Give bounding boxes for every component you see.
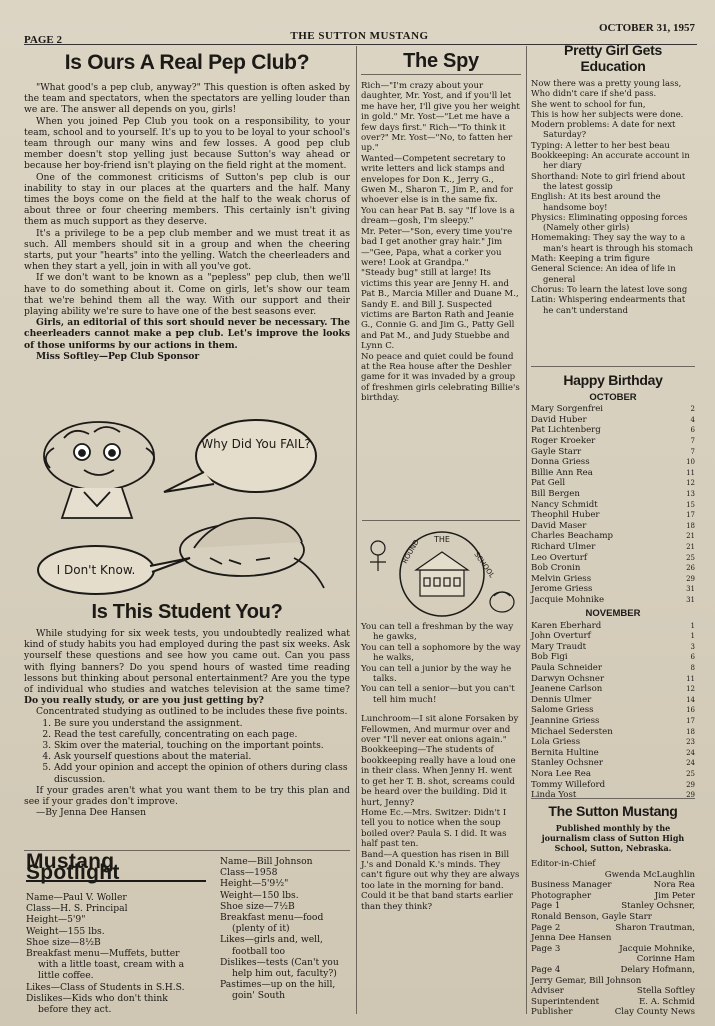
birthday-row-value: 29 [686,791,695,800]
staff-row-name: Business Manager [531,880,612,891]
spy-column [361,48,521,404]
spotlight-line: Breakfast menu—Muffets, butter with a little toast, cream with a little coffee. [26,948,185,982]
pretty-girl-line: Latin: Whispering endearments that he can't understand [531,294,686,315]
birthday-row [531,748,695,759]
pep-club-paragraph: If we don't want to be known as a "pepless" pep club, then we'll have to do something about it. Come on girls, let's show our team that we're behind them all the way. With our support and their playing ability we're sure to have one of the best seasons ever. [24,272,350,318]
birthday-row [531,510,695,521]
pep-club-paragraph: When you joined Pep Club you took on a responsibility, to your team, school and to yourself. It's up to you to be loyal to your school's team through our many wins and few losses. A good pep club member doesn't stop yelling just because Sutton's way ahead or because her boy-friend isn't playing on the field right at the moment. [24,115,350,172]
staff-row-name: Jenna Dee Hansen [531,933,612,944]
tell-line: You can tell a senior—but you can't tell him much! [361,684,515,705]
birthday-row-name: Salome Griess [531,705,594,716]
spotlight-line: Pastimes—up on the hill, goin' South [220,979,336,1002]
birthday-row-name: Billie Ann Rea [531,467,593,478]
answer-bubble [38,546,190,594]
staff-row [531,944,695,955]
masthead [24,22,695,46]
pretty-girl-line: Math: Keeping a trim figure [531,253,650,264]
pep-club-paragraph: One of the commonest criticisms of Sutton's pep club is our inability to stay in our places at the quarters and the half. Many times the boys come on the field at the half to the weak chorus of about three or four cheering members. This certainly isn't giving them as much support as they deserve. [24,171,350,228]
pretty-girl-line: Bookkeeping: An accurate account in her diary [531,150,690,171]
spotlight-section [24,850,350,1016]
spotlight-line: Shoe size—8½B [26,936,101,948]
birthday-row [531,758,695,769]
staff-row-name: Page 4 [531,964,561,975]
pretty-girl-line: English: At its best around the handsome boy! [531,191,661,212]
birthday-row-value: 8 [690,664,695,673]
birthday-row-value: 21 [686,532,695,541]
spotlight-line: Weight—150 lbs. [220,889,299,901]
round-school-illustration [362,524,522,620]
birthday-row [531,425,695,436]
student-intro [24,628,350,706]
birthday-row-value: 17 [686,717,695,726]
spy-item: Rich—"I'm crazy about your daughter, Mr. Yost, and if you'll let me have her, I'll give you her weight in gold." Mr. Yost—"Let me have a few days first." Rich—"To think it over?" Mr. Yost—"No, to fatten her up." [361,81,520,154]
birthday-row-value: 14 [686,695,695,704]
birthday-row [531,716,695,727]
editorial-note: Girls, an editorial of this sort should never be necessary. The cheerleaders cannot make a pep club. Let's improve the looks of those uniforms by our actions in them. [24,317,350,351]
birthday-row [531,780,695,791]
birthday-row-name: Richard Ulmer [531,541,596,552]
question-bubble-text [201,437,311,451]
staff-row [531,901,695,912]
spotlight-line: Likes—Class of Students in S.H.S. [26,981,185,993]
student-byline: —By Jenna Dee Hansen [36,807,147,819]
spy-column-lower [361,622,521,912]
staff-row-name: Superintendent [531,996,600,1007]
spy-item: Wanted—Competent secretary to write letters and lick stamps and envelopes for Don K., Jerry G., Gwen M., Sharon T., Jim P., and for whoever else is in the same fix. [361,153,513,206]
birthday-row [531,595,695,606]
spotlight-line: Dislikes—tests (Can't you help him out, faculty?) [220,956,339,980]
birthday-row-name: Leo Overturf [531,552,588,563]
staff-list [531,859,695,1018]
birthday-row [531,674,695,685]
birthday-row-value: 11 [686,674,695,683]
birthday-row-name: Bill Bergen [531,488,580,499]
study-tip: 2. Read the test carefully, concentrating on each page. [54,729,350,740]
birthday-row-value: 1 [690,632,695,641]
pep-club-signature: Miss Softley—Pep Club Sponsor [36,350,200,362]
staff-row-value: Sharon Trautman, [615,922,695,933]
birthday-row [531,769,695,780]
birthday-row-name: Lola Griess [531,737,581,748]
staff-row-name: Jerry Gemar, Bill Johnson [531,975,642,986]
question-bubble [164,420,316,492]
birthday-row-value: 7 [690,436,695,445]
spotlight-line: Breakfast menu—food (plenty of it) [220,912,324,935]
birthday-row-name: Karen Eberhard [531,620,602,631]
november-birthdays [531,621,695,801]
concentrated-text: Concentrated studying as outlined to be includes these five points. [36,706,348,718]
study-tip: 3. Skim over the material, touching on the important points. [54,740,350,751]
birthday-row-value: 10 [686,458,695,467]
staff-row [531,912,695,923]
spotlight-line: Likes—girls and, well, football too [220,934,323,957]
birthday-row [531,553,695,564]
birthday-row-value: 23 [686,738,695,747]
pretty-girl-headline: Pretty Girl Gets Education [564,42,662,74]
birthday-row-name: Pat Lichtenberg [531,425,601,436]
spotlight-line: Weight—155 lbs. [26,925,105,937]
staff-row-value: Jacquie Mohnike, [619,943,695,954]
birthday-row-value: 6 [690,653,695,662]
birthday-row [531,790,695,801]
staff-row [531,891,695,902]
staff-row-name: Page 1 [531,901,561,912]
spotlight-title: Mustang Spotlight [26,856,206,882]
staff-row-value: Stanley Ochsner, [621,901,695,912]
birthday-row-name: Linda Yost [531,790,577,801]
pretty-girl-line: Typing: A letter to her best beau [531,139,670,150]
birthday-row [531,621,695,632]
birthday-row [531,584,695,595]
pretty-girl-line: Modern problems: A date for next Saturday? [531,119,676,140]
birthday-row-name: Dennis Ulmer [531,694,592,705]
spotlight-left [26,892,188,1015]
birthday-row [531,478,695,489]
birthday-row [531,705,695,716]
november-label: NOVEMBER [585,608,641,620]
school-building [416,552,468,596]
spotlight-line: Class—H. S. Principal [26,903,128,915]
birthday-row-name: Charles Beachamp [531,531,613,542]
spotlight-line: Height—5'9" [26,914,86,926]
teacher-figure [44,422,154,518]
birthday-row-value: 7 [690,447,695,456]
birthday-row-name: Nancy Schmidt [531,499,598,510]
birthday-row-value: 18 [686,521,695,530]
birthday-row-value: 29 [686,574,695,583]
birthday-row [531,642,695,653]
spotlight-line: Class—1958 [220,867,278,879]
staff-row [531,880,695,891]
staff-row [531,859,695,870]
staff-row-name: Adviser [531,986,564,997]
birthday-row-value: 18 [686,727,695,736]
study-tip: 4. Ask yourself questions about the material. [54,751,350,762]
study-tips-list [24,718,350,785]
spotlight-right [220,856,350,1002]
pep-club-paragraph: "What good's a pep club, anyway?" This question is often asked by the team and spectators, when the spectators are yelling louder than we are. The answer all depends on you, girls! [24,82,350,116]
birthday-row-name: Theophil Huber [531,510,600,521]
tell-line: You can tell a freshman by the way he gawks, [361,622,514,643]
pep-club-headline: Is Ours A Real Pep Club? [64,51,310,74]
birthday-row-value: 15 [686,500,695,509]
birthday-row [531,404,695,415]
pretty-girl-article [531,42,695,315]
birthday-row-name: Nora Lee Rea [531,769,591,779]
birthday-row [531,447,695,458]
birthday-row-name: Roger Kroeker [531,435,596,446]
october-birthdays [531,404,695,605]
spy-item: No peace and quiet could be found at the Rea house after the Deshler game for it was invaded by a group of freshmen girls celebrating Billie's birthday. [361,351,520,404]
birthday-row-name: Mary Traudt [531,641,587,652]
tell-line: You can tell a junior by the way he talks. [361,663,512,685]
birthday-row [531,531,695,542]
birthday-row-value: 29 [686,780,695,789]
birthday-row-name: Gayle Starr [531,446,582,457]
birthday-row-value: 16 [686,706,695,715]
staff-row-value: Stella Softley [636,986,695,997]
staff-row [531,933,695,944]
spotlight-line: Shoe size—7½B [220,900,295,912]
staff-row [531,870,695,881]
birthday-row-name: Paula Schneider [531,663,602,674]
birthday-row [531,652,695,663]
staff-row-value: Nora Rea [653,880,695,891]
birthday-row-value: 13 [686,489,695,498]
page-number: PAGE 2 [24,34,62,46]
birthday-row-value: 1 [690,621,695,630]
birthday-row-value: 31 [686,585,695,594]
pep-club-paragraph: It's a privilege to be a pep club member and we must treat it as such. All members should sit in a group and when the cheering starts, put your "hearts" into the yelling. Watch the cheerleaders and when they start a yell, join in with all you've got. [24,227,350,273]
staff-row [531,954,695,965]
pretty-girl-line: Chorus: To learn the latest love song [531,283,688,294]
birthday-row-name: Jacquie Mohnike [531,594,605,605]
birthday-section [531,370,695,801]
pep-club-article [24,50,350,362]
staff-row-name: Publisher [531,1007,573,1018]
bookkeeping-item: Bookkeeping—The students of bookkeeping really have a loud one in their class. When Jenny H. went to get her T. B. shot, screams could be heard over the building. Did it hurt, Jenny? [361,745,516,808]
birthday-row-value: 4 [690,415,695,424]
birthday-row-value: 3 [690,642,695,651]
student-doodle-right [490,592,514,612]
column-rule-1 [356,46,357,1014]
staff-row [531,997,695,1008]
question-bubble-text: Why Did You FAIL? [201,437,311,451]
staff-row-name: Editor-in-Chief [531,859,596,869]
spy-item: You can hear Pat B. say "If love is a dream—gosh, I'm sleepy." [361,205,515,227]
birthday-row-name: John Overturf [531,631,591,642]
birthday-row-name: Jerome Griess [531,584,593,595]
october-label: OCTOBER [589,392,637,403]
student-article [24,600,350,818]
birthday-row-value: 6 [690,426,695,435]
birthday-row [531,684,695,695]
birthday-row-name: Michael Sedersten [531,726,613,737]
birthday-row [531,574,695,585]
staff-row [531,923,695,934]
birthday-row-value: 21 [686,542,695,551]
birthday-row-value: 24 [686,759,695,768]
birthday-row [531,415,695,426]
column-rule-2 [526,46,527,1014]
birthday-row-name: Bob Cronin [531,563,581,574]
birthday-row [531,563,695,574]
birthday-row [531,631,695,642]
staff-row [531,986,695,997]
birthday-row-value: 25 [686,553,695,562]
birthday-row [531,457,695,468]
birthday-row [531,663,695,674]
student-headline: Is This Student You? [91,601,283,623]
issue-date: OCTOBER 31, 1957 [598,22,695,34]
home-ec-item: Home Ec.—Mrs. Switzer: Didn't I tell you to notice when the soup boiled over? Paula S. I did. It was half past ten. [361,807,507,850]
spy-rule [362,520,520,521]
birthday-row [531,521,695,532]
birthday-row-value: 24 [686,748,695,757]
pretty-girl-line: Homemaking: They say the way to a man's heart is through his stomach [531,232,693,253]
birthday-row-name: Tommy Willeford [531,779,606,790]
birthday-row-name: Bob Figi [531,652,568,663]
birthday-row [531,695,695,706]
birthday-row-name: Mary Sorgenfrei [531,404,604,415]
birthday-row-value: 25 [686,770,695,778]
student-intro-text: While studying for six week tests, you undoubtedly realized what kind of study habits you had employed during the past six weeks. Ask yourself these questions and see how you came out. Can you pass with flying banners? Do you spend hours of wasted time reading lessons but thinking about personal entertainment? Are you the type of individual who studies and watches television at the same time? [24,628,350,696]
staff-row-name: Page 2 [531,922,561,933]
birthday-row-value: 17 [686,511,695,520]
school-sign-left: ROUND [400,538,421,565]
student-figure [180,518,324,588]
band-item: Band—A question has risen in Bill J.'s and Donald K.'s minds. They can't figure out why they are always too late in the morning for band. Could it be that band starts earlier than they think? [361,849,520,912]
birthday-row [531,727,695,738]
birthday-row [531,436,695,447]
student-closing: If your grades aren't what you want them to be try this plan and see if your grades don't improve. [24,784,350,808]
staff-row-name: Page 3 [531,943,561,954]
spy-headline: The Spy [361,48,521,75]
birthday-row [531,500,695,511]
birthday-row [531,468,695,479]
birthday-row-value: 2 [690,405,695,414]
tell-line: You can tell a sophomore by the way he walks, [361,642,521,664]
birthday-row-value: 31 [686,595,695,604]
staff-box [531,802,695,1018]
birthday-row-name: Donna Griess [531,457,590,468]
birthday-row [531,737,695,748]
birthday-row-name: David Huber [531,414,587,425]
school-sign-right: SCHOOL [472,550,496,580]
pretty-girl-line: This is how her subjects were done. [531,108,684,119]
staff-row-value: Corinne Ham [636,954,695,965]
spotlight-line: Name—Bill Johnson [220,856,313,867]
study-tip: 5. Add your opinion and accept the opinion of others during class discussion. [54,762,350,784]
staff-blurb: Published monthly by the journalism class of Sutton High School, Sutton, Nebraska. [541,823,685,853]
staff-row-value: E. A. Schmid [638,996,695,1007]
staff-headline: The Sutton Mustang [548,803,678,819]
birthday-row-name: Stanley Ochsner [531,758,603,769]
birthday-row-name: Jeannine Griess [531,716,600,727]
answer-bubble-text: I Don't Know. [56,563,136,577]
staff-row-value: Gwenda McLaughlin [604,869,695,880]
staff-row-name: Photographer [531,890,592,901]
spy-item: Mr. Peter—"Son, every time you're bad I get another gray hair." Jim—"Gee, Papa, what a corker you were! Look at Grandpa." [361,226,513,268]
staff-row [531,965,695,976]
birthday-row-value: 12 [686,479,695,488]
pretty-girl-line: She went to school for fun, [531,98,646,109]
student-intro-bold: Do you really study, or are you just getting by? [24,695,264,707]
staff-row [531,1007,695,1018]
paper-title: THE SUTTON MUSTANG [290,30,429,42]
pretty-girl-line: Shorthand: Note to girl friend about the latest gossip [531,170,686,191]
birthday-row [531,542,695,553]
spy-item: "Steady bug" still at large! Its victims this year are Jenny H. and Pat B., Marcia Miller and Duane M., Sandy E. and Bill J. Suspected victims are Barton Rath and Jeanie G., Connie G. and Jim G., Patty Gell and Pat M., and Judy Stuebbe and Lynn C. [361,268,519,352]
birthday-row-name: Jeanene Carlson [531,684,603,695]
school-sign-top: THE [434,535,450,544]
birthday-row-name: Bernita Hultine [531,747,599,758]
birthday-row-value: 12 [686,685,695,694]
staff-row-value: Jim Peter [654,890,695,901]
spotlight-line: Dislikes—Kids who don't think before they act. [26,992,168,1016]
pretty-girl-line: Now there was a pretty young lass, [531,78,682,88]
staff-row-value: Clay County News [614,1007,695,1018]
staff-row [531,976,695,987]
staff-row-value: Delary Hofmann, [620,964,695,975]
pretty-girl-line: Who didn't care if she'd pass. [531,88,657,99]
lunchroom-item: Lunchroom—I sit alone Forsaken by Fellowmen, And murmur over and over "I'll never eat onions again." [361,714,519,746]
birthday-rule [531,366,695,367]
cartoon-illustration [24,408,350,598]
birthday-row-name: Darwyn Ochsner [531,673,605,684]
staff-rule [531,798,695,799]
birthday-row-name: David Maser [531,520,587,531]
study-tip: 1. Be sure you understand the assignment. [54,718,350,729]
birthday-row-value: 26 [686,564,695,573]
birthday-row [531,489,695,500]
birthday-row-value: 11 [686,468,695,477]
birthday-row-name: Pat Gell [531,478,566,489]
spotlight-line: Name—Paul V. Woller [26,892,127,903]
spotlight-line: Height—5'9½" [220,878,289,890]
birthday-row-name: Melvin Griess [531,573,592,584]
pretty-girl-line: General Science: An idea of life in general [531,263,676,284]
pretty-girl-line: Physics: Eliminating opposing forces (Namely other girls) [531,211,688,233]
student-doodle-left [370,541,386,571]
staff-row-name: Ronald Benson, Gayle Starr [531,911,652,922]
birthday-headline: Happy Birthday [563,372,663,388]
